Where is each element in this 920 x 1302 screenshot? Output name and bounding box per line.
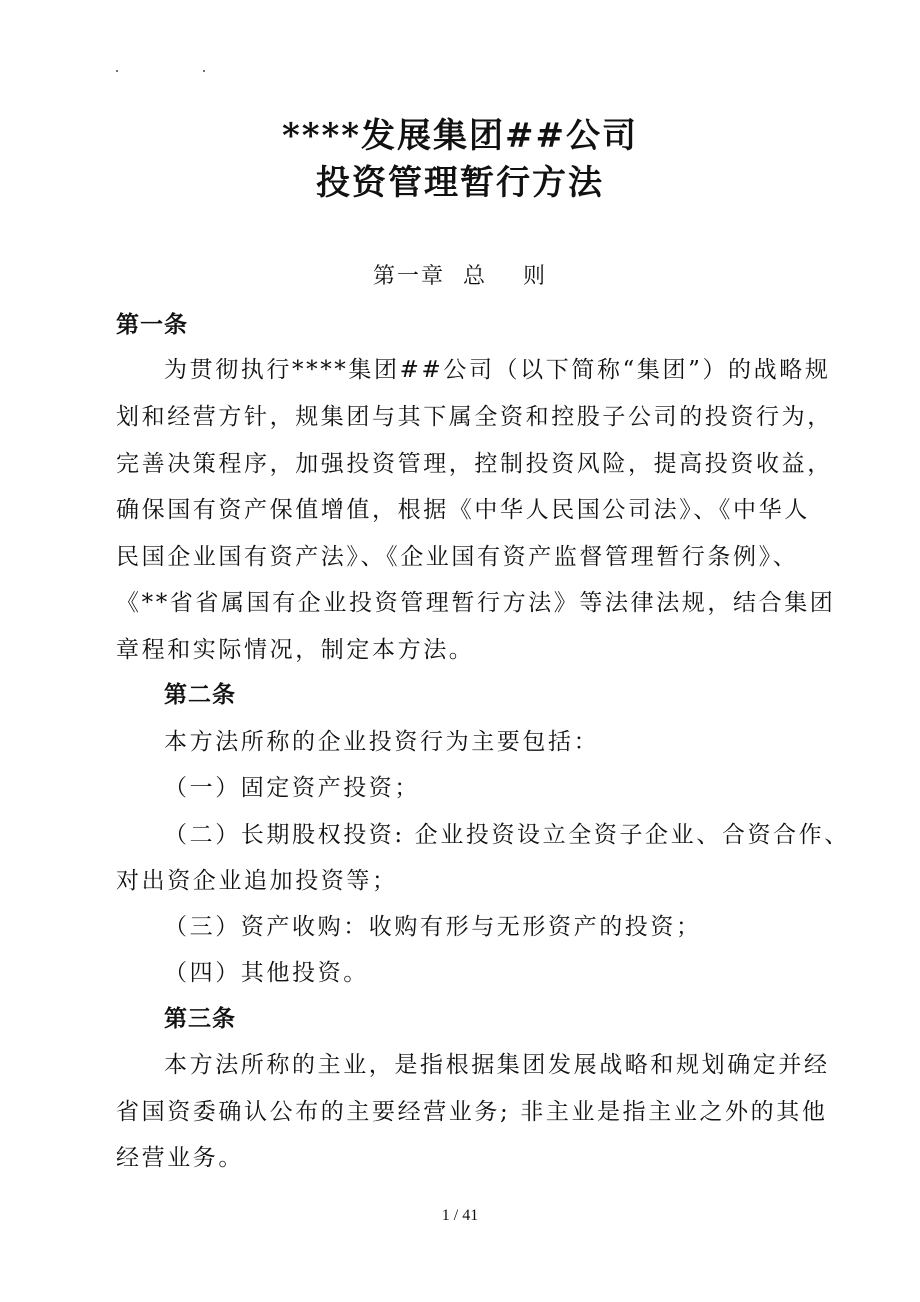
article-1-line: 确保国有资产保值增值，根据《中华人民国公司法》、《中华人 [116, 497, 810, 523]
article-1-line: 完善决策程序，加强投资管理，控制投资风险，提高投资收益， [116, 451, 833, 477]
article-1-line: 民国企业国有资产法》、《企业国有资产监督管理暂行条例》、 [116, 544, 799, 570]
document-title-line2: 投资管理暂行方法 [316, 163, 604, 203]
article-2-heading: 第二条 [164, 681, 236, 708]
article-1-line: 章程和实际情况，制定本方法。 [116, 637, 475, 663]
article-1-line: 划和经营方针，规集团与其下属全资和控股子公司的投资行为， [116, 404, 833, 430]
article-2-line: （三）资产收购：收购有形与无形资产的投资； [164, 914, 702, 940]
chapter-title-part1: 总 [462, 264, 487, 289]
article-3-line: 本方法所称的主业，是指根据集团发展战略和规划确定并经 [164, 1052, 830, 1078]
page-indicator: 1 / 41 [441, 1207, 479, 1224]
corner-mark-right [203, 70, 205, 72]
article-3-line: 省国资委确认公布的主要经营业务; 非主业是指主业之外的其他 [116, 1099, 828, 1125]
article-1-line: 为贯彻执行****集团##公司（以下简称“集团”）的战略规 [164, 357, 831, 383]
article-2-line: 本方法所称的企业投资行为主要包括： [164, 729, 600, 755]
article-1-heading: 第一条 [116, 311, 188, 338]
article-2-line: 对出资企业追加投资等； [116, 868, 398, 894]
article-2-line: （二）长期股权投资: 企业投资设立全资子企业、合资合作、 [164, 822, 850, 848]
chapter-heading [0, 262, 920, 292]
article-3-heading: 第三条 [164, 1005, 236, 1032]
document-title-line1: ****发展集团##公司 [281, 116, 639, 156]
chapter-number: 第一章 [372, 264, 445, 289]
chapter-title-part2: 则 [523, 264, 548, 289]
article-2-line: （一）固定资产投资； [164, 775, 420, 801]
article-3-line: 经营业务。 [116, 1145, 244, 1171]
corner-mark-left [116, 70, 118, 72]
article-2-line: （四）其他投资。 [164, 960, 369, 986]
article-1-line: 《**省省属国有企业投资管理暂行方法》等法律法规，结合集团 [116, 590, 836, 616]
